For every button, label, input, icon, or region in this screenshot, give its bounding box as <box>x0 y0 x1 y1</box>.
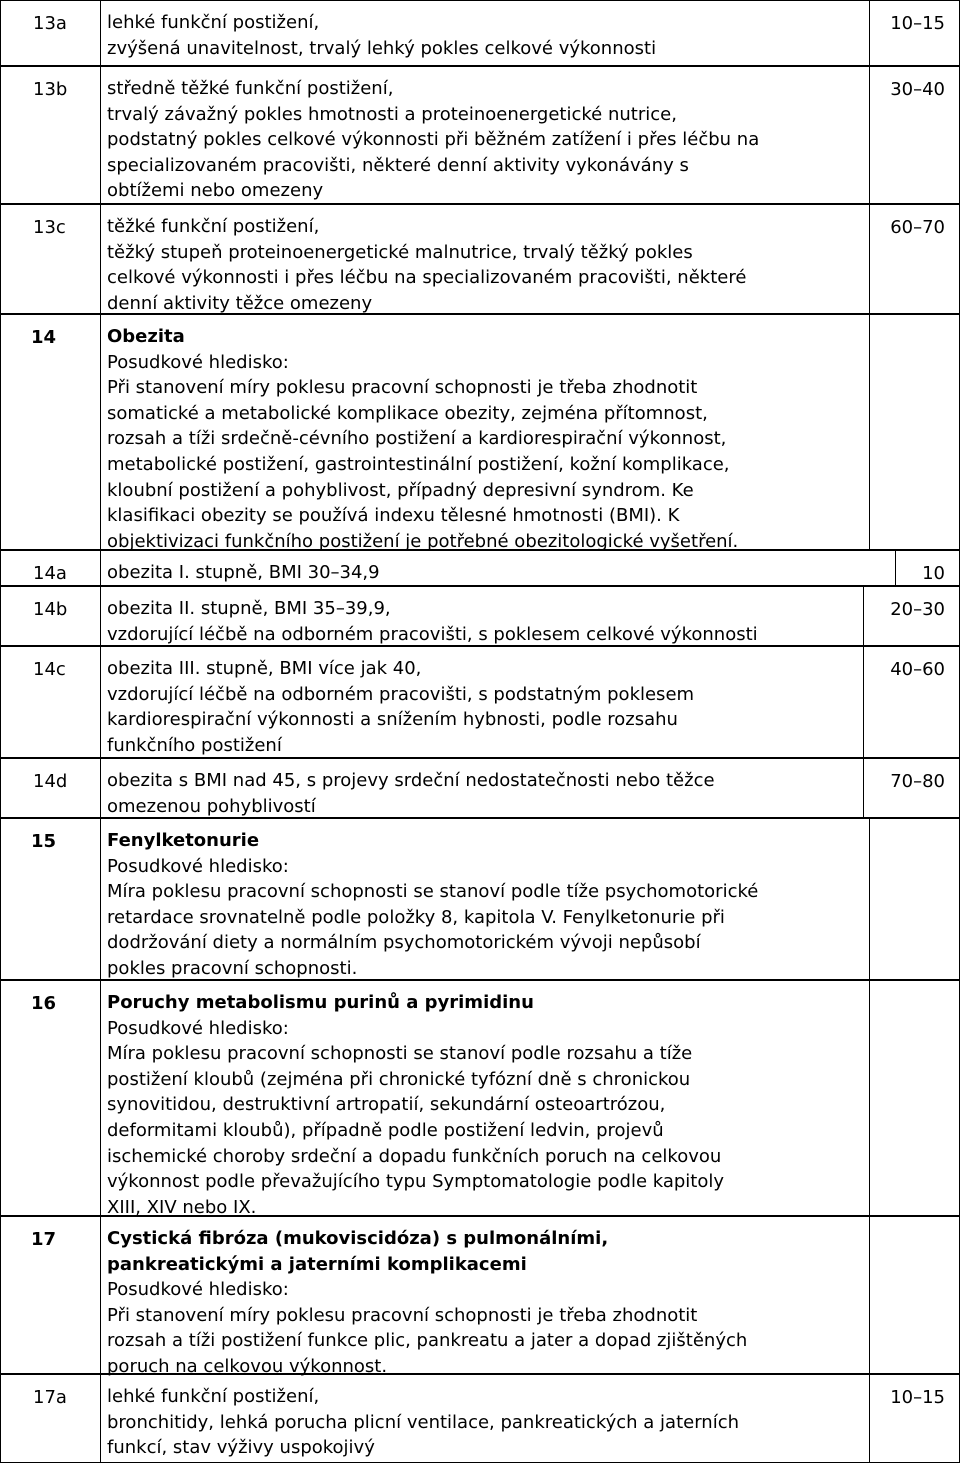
description-line: rozsah a tíži srdečně-cévního postižení a kardiorespirační výkonnost, <box>107 428 727 450</box>
description-line: retardace srovnatelně podle položky 8, kapitola V. Fenylketonurie při <box>107 906 725 928</box>
item-description <box>101 315 869 552</box>
description-line: Posudkové hledisko: <box>107 351 289 373</box>
percent-cell <box>869 819 959 979</box>
description-line: lehké funkční postižení, <box>107 1386 320 1407</box>
item-description <box>101 1375 869 1462</box>
description-line: denní aktivity těžce omezeny <box>107 292 373 314</box>
percent-cell: 30–40 <box>869 67 959 203</box>
description-line: funkčního postižení <box>107 734 282 756</box>
description-line: Při stanovení míry poklesu pracovní schopnosti je třeba zhodnotit <box>107 377 698 399</box>
table-row <box>0 66 960 204</box>
table-row <box>0 980 960 1216</box>
item-description <box>101 205 869 313</box>
description-line: těžký stupeň proteinoenergetické malnutrice, trvalý těžký pokles <box>107 241 693 263</box>
item-code: 17 <box>1 1217 101 1373</box>
table-row <box>0 758 960 818</box>
percent-cell <box>869 315 959 549</box>
description-line: specializovaném pracovišti, některé denní aktivity vykonávány s <box>107 154 689 176</box>
description-line: podstatný pokles celkové výkonnosti při běžném zatížení i přes léčbu na <box>107 129 760 151</box>
table-row <box>0 314 960 550</box>
description-line: Posudkové hledisko: <box>107 855 289 877</box>
description-line: kardiorespirační výkonnosti a snížením hybnosti, podle rozsahu <box>107 709 678 731</box>
description-line: Míra poklesu pracovní schopnosti se stanoví podle rozsahu a tíže <box>107 1043 693 1065</box>
description-line: XIII, XIV nebo IX. <box>107 1196 257 1218</box>
item-title: Fenylketonurie <box>107 830 260 851</box>
description-line: postižení kloubů (zejména při chronické tyfózní dně s chronickou <box>107 1068 691 1090</box>
description-line: poruch na celkovou výkonnost. <box>107 1355 388 1377</box>
description-line: omezenou pohyblivostí <box>107 795 316 817</box>
description-line: obtížemi nebo omezeny <box>107 180 324 202</box>
item-description <box>101 587 863 645</box>
description-line: Při stanovení míry poklesu pracovní schopnosti je třeba zhodnotit <box>107 1304 698 1326</box>
percent-cell: 40–60 <box>863 647 959 757</box>
description-line: objektivizaci funkčního postižení je potřebné obezitologické vyšetření. <box>107 530 739 552</box>
table-row <box>0 818 960 980</box>
item-code: 13b <box>1 67 101 203</box>
item-code: 14c <box>1 647 101 757</box>
description-line: těžké funkční postižení, <box>107 216 320 237</box>
description-line: kloubní postižení a pohyblivost, případný depresivní syndrom. Ke <box>107 479 694 501</box>
description-line: Posudkové hledisko: <box>107 1279 289 1301</box>
item-description <box>101 981 869 1218</box>
item-description <box>101 819 869 979</box>
description-line: obezita s BMI nad 45, s projevy srdeční nedostatečnosti nebo těžce <box>107 770 715 791</box>
item-code: 15 <box>1 819 101 979</box>
description-line: deformitami kloubů), případně podle postižení ledvin, projevů <box>107 1119 664 1141</box>
description-line: dodržování diety a normálním psychomotorickém vývoji nepůsobí <box>107 932 701 954</box>
item-description <box>101 551 895 585</box>
table-row <box>0 0 960 66</box>
description-line: lehké funkční postižení, <box>107 12 320 33</box>
table-row <box>0 1216 960 1377</box>
item-description <box>101 67 869 203</box>
description-line: obezita III. stupně, BMI více jak 40, <box>107 658 422 679</box>
item-code: 16 <box>1 981 101 1215</box>
percent-cell: 10–15 <box>869 1 959 65</box>
item-description <box>101 1217 869 1377</box>
item-code: 14d <box>1 759 101 817</box>
percent-cell <box>869 981 959 1215</box>
table-row <box>0 646 960 758</box>
item-code: 14b <box>1 587 101 645</box>
description-line: rozsah a tíži postižení funkce plic, pankreatu a jater a dopad zjištěných <box>107 1330 748 1352</box>
description-line: Posudkové hledisko: <box>107 1017 289 1039</box>
item-title: Poruchy metabolismu purinů a pyrimidinu <box>107 992 534 1013</box>
percent-cell: 60–70 <box>869 205 959 313</box>
item-title-line: Cystická fibróza (mukoviscidóza) s pulmonálními, <box>107 1228 609 1249</box>
description-line: Míra poklesu pracovní schopnosti se stanoví podle tíže psychomotorické <box>107 881 759 903</box>
description-line: metabolické postižení, gastrointestinální postižení, kožní komplikace, <box>107 453 730 475</box>
percent-cell: 10–15 <box>869 1375 959 1462</box>
description-line: synovitidou, destruktivní artropatií, sekundární osteoartrózou, <box>107 1094 666 1116</box>
item-code: 14 <box>1 315 101 549</box>
item-title-line: pankreatickými a jaterními komplikacemi <box>107 1253 527 1275</box>
description-line: celkové výkonnosti i přes léčbu na specializovaném pracovišti, některé <box>107 267 747 289</box>
table-row <box>0 586 960 646</box>
table-row <box>0 204 960 314</box>
item-code: 13a <box>1 1 101 65</box>
description-line: klasifikaci obezity se používá indexu tělesné hmotnosti (BMI). K <box>107 505 680 527</box>
item-code: 17a <box>1 1375 101 1462</box>
description-line: vzdorující léčbě na odborném pracovišti, s poklesem celkové výkonnosti <box>107 623 758 645</box>
description-line: výkonnost podle převažujícího typu Symptomatologie podle kapitoly <box>107 1171 725 1193</box>
item-title: Obezita <box>107 326 185 347</box>
percent-cell: 20–30 <box>863 587 959 645</box>
item-description <box>101 647 863 757</box>
percent-cell: 10 <box>895 551 959 585</box>
table-row <box>0 550 960 586</box>
description-line: pokles pracovní schopnosti. <box>107 957 358 979</box>
description-line: funkcí, stav výživy uspokojivý <box>107 1437 375 1459</box>
table-row <box>0 1374 960 1463</box>
description-line: středně těžké funkční postižení, <box>107 78 394 99</box>
description-line: zvýšená unavitelnost, trvalý lehký pokles celkové výkonnosti <box>107 37 657 59</box>
description-line: ischemické choroby srdeční a dopadu funkčních poruch na celkovou <box>107 1145 722 1167</box>
description-line: vzdorující léčbě na odborném pracovišti, s podstatným poklesem <box>107 683 695 705</box>
item-code: 14a <box>1 551 101 585</box>
description-line: trvalý závažný pokles hmotnosti a proteinoenergetické nutrice, <box>107 103 677 125</box>
percent-cell: 70–80 <box>863 759 959 817</box>
percent-cell <box>869 1217 959 1373</box>
description-line: bronchitidy, lehká porucha plicní ventilace, pankreatických a jaterních <box>107 1411 740 1433</box>
description-line: obezita II. stupně, BMI 35–39,9, <box>107 598 391 619</box>
item-description <box>101 1 869 65</box>
description-line: somatické a metabolické komplikace obezity, zejména přítomnost, <box>107 402 708 424</box>
description-line: obezita I. stupně, BMI 30–34,9 <box>107 562 380 583</box>
item-code: 13c <box>1 205 101 313</box>
item-description <box>101 759 863 817</box>
